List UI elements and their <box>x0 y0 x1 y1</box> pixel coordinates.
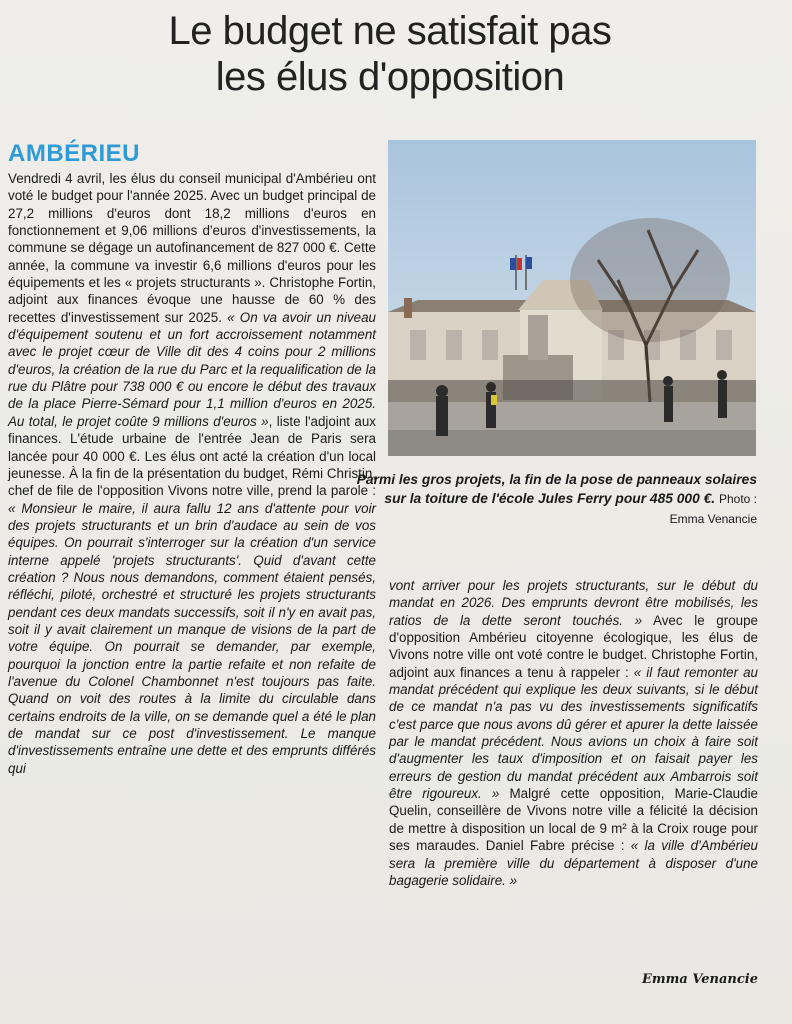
photo-credit: Photo : Emma Venancie <box>669 492 757 526</box>
article-photo <box>388 140 756 456</box>
town-square-photo-illustration <box>388 140 756 456</box>
quote-run-1: « On va avoir un niveau d'équipement soutenu et un fort accroissement notamment avec le projet cœur de Ville dit des 4 coins pour 2 millions d'euros, la création de la rue du Parc et la requalification de la rue du Plâtre pour 738 000 € ou encore le début des travaux de la place Pierre-Sémard pour 1,1 million d'euros en 2025. Au total, le projet coûte 9 millions d'euros » <box>8 309 376 429</box>
article-headline <box>90 8 690 100</box>
text-run-0: Vendredi 4 avril, les élus du conseil municipal d'Ambérieu ont voté le budget pour l'année 2025. Avec un budget principal de 27,2 millions d'euros dont 18,2 millions d'euros en fonctionnement et 9,06 millions d'euros d'investissements, la commune se dégage un autofinancement de 827 000 €. Cette année, la commune va investir 6,6 millions d'euros pour les équipements et les « projets structurants ». Christophe Fortin, adjoint aux finances évoque une hausse de 60 % des recettes d'investissement sur 2025. <box>8 171 376 325</box>
text-run-1: Avec le groupe d'opposition Ambérieu citoyenne écologique, les élus de Vivons notre ville ont voté contre le budget. Christophe Fortin, adjoint aux finances a tenu à rappeler : <box>389 612 758 680</box>
caption-text: Parmi les gros projets, la fin de la pose de panneaux solaires sur la toiture de l'école Jules Ferry pour 485 000 €. <box>356 472 757 506</box>
location-kicker: AMBÉRIEU <box>8 140 141 167</box>
headline-line-2: les élus d'opposition <box>215 55 565 99</box>
quote-run-4: « la ville d'Ambérieu sera la première ville du département à disposer d'une bagagerie solidaire. » <box>389 838 758 888</box>
article-right-column <box>389 577 758 889</box>
text-run-3: Malgré cette opposition, Marie-Claudie Quelin, conseillère de Vivons notre ville a félicité la décision de mettre à disposition un local de 9 m² à la Croix rouge pour ses maraudes. Daniel Fabre précise : <box>389 786 758 854</box>
quote-run-0: vont arriver pour les projets structurants, sur le début du mandat en 2026. Des emprunts devront être mobilisés, les ratios de la dette seront touchés. » <box>389 578 758 628</box>
quote-run-3: « Monsieur le maire, il aura fallu 12 ans d'attente pour voir des projets structurants et un brin d'audace au sein de vos équipes. On pourrait s'interroger sur la création d'un service interne appelé 'projets structurants'. Quid d'avant cette création ? Nous nous demandons, comment étaient pensés, réfléchi, piloté, orchestré et structuré les projets structurants pendant ces deux mandats successifs, soit il n'y en avait pas, soit il y avait clairement un manque de visions de la part de votre équipe. On pourrait se demander, par exemple, pourquoi la jonction entre la partie refaite et non refaite de l'avenue du Colonel Chambonnet n'est toujours pas faite. Quand on voit des routes à la limite du circulable dans certains endroits de la ville, on se demande quel a été le plan de mandat sur ce post d'investissement. Le manque d'investissements entraîne une dette et des emprunts différés qui <box>8 500 376 776</box>
right-column-text <box>389 577 758 889</box>
left-column-text <box>8 170 376 777</box>
author-signature: Emma Venancie <box>642 972 758 987</box>
article-left-column <box>8 170 376 777</box>
text-run-2: , liste l'adjoint aux finances. L'étude urbaine de l'entrée Jean de Paris sera lancée pour 40 000 €. Les élus ont acté la création d'un local jeunesse. À la fin de la présentation du budget, Rémi Christin, chef de file de l'opposition Vivons notre ville, prend la parole : <box>8 413 377 499</box>
headline-line-1: Le budget ne satisfait pas <box>168 9 612 53</box>
quote-run-2: « il faut remonter au mandat précédent qui explique les deux suivants, si le début de ce mandat n'a pas vu des investissements significatifs c'est parce que nous avons dû gérer et apurer la dette laissée par le mandat précédent. Nous avions un choix à faire soit d'augmenter les taux d'imposition et on faisait payer les erreurs de gestion du mandat précédent aux Ambarrois soit être rigoureux. » <box>389 664 758 802</box>
photo-caption <box>355 470 757 529</box>
